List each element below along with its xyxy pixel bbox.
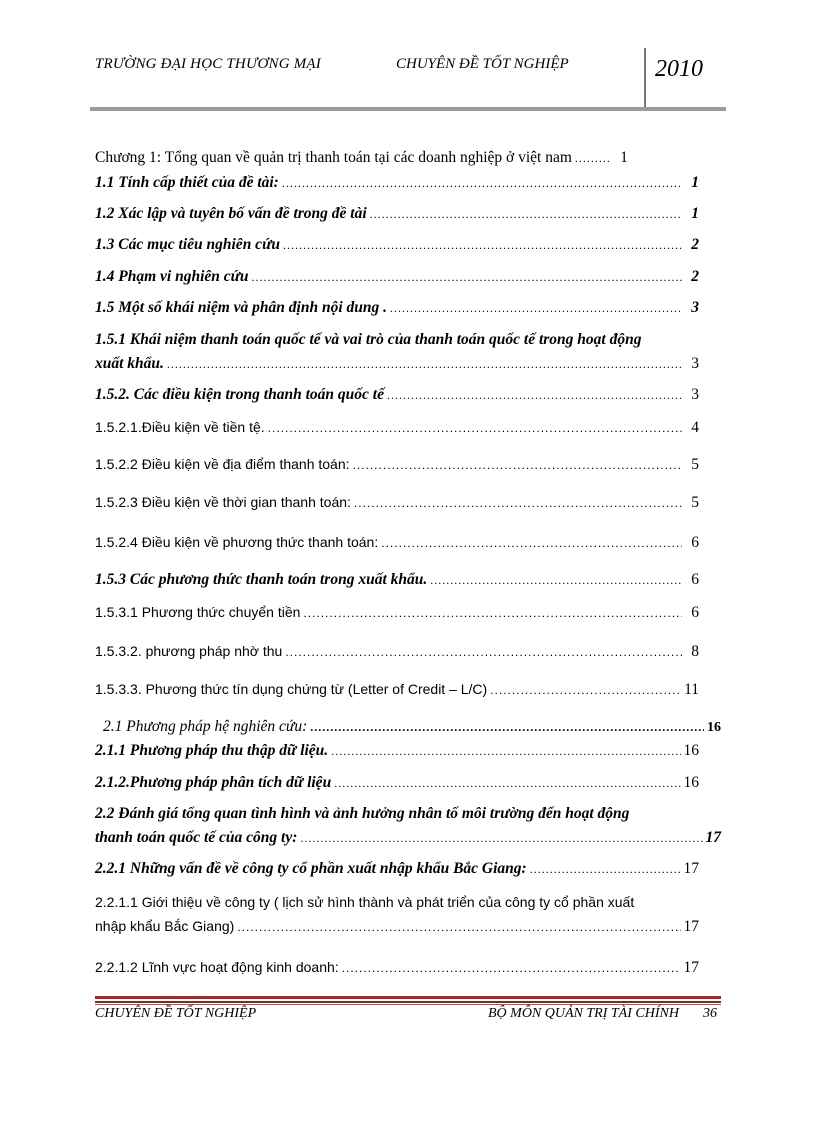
toc-entry-1-5-2-2[interactable] — [95, 454, 721, 475]
toc-entry-title: 1.5.3.2. phương pháp nhờ thu — [95, 643, 283, 659]
toc-entry-1-5-2-3[interactable] — [95, 492, 721, 513]
toc-entry-1-5-3-3[interactable] — [95, 679, 721, 700]
toc-entry-page: 8 — [691, 643, 699, 660]
toc-entry-title: 1.1 Tính cấp thiết của đề tài: — [95, 174, 279, 191]
toc-entry-1-5-3-2[interactable] — [95, 641, 721, 662]
toc-leader-dots — [167, 354, 682, 374]
toc-entry-title: 1.5.3 Các phương thức thanh toán trong xuất khẩu. — [95, 571, 428, 588]
toc-entry-page: 16 — [683, 774, 699, 791]
toc-leader-dots — [370, 204, 682, 224]
toc-entry-1-5-1[interactable] — [95, 330, 721, 374]
page-header — [0, 0, 816, 112]
footer-document-topic: CHUYÊN ĐỀ TỐT NGHIỆP — [95, 1006, 257, 1021]
footer-page-number: 36 — [703, 1006, 717, 1021]
toc-leader-dots — [300, 828, 702, 848]
toc-leader-dots — [381, 533, 682, 553]
toc-entry-title-line2: thanh toán quốc tế của công ty: — [95, 829, 298, 846]
toc-leader-dots — [303, 603, 682, 623]
toc-entry-2-2-1-1[interactable] — [95, 892, 721, 937]
header-school-name: TRƯỜNG ĐẠI HỌC THƯƠNG MẠI — [95, 56, 321, 72]
toc-entry-page: 3 — [691, 386, 699, 403]
toc-entry-1-5-2[interactable] — [95, 385, 721, 405]
toc-entry-page: 4 — [691, 419, 699, 436]
toc-entry-page: 1 — [620, 149, 628, 166]
toc-entry-title: 1.4 Phạm vi nghiên cứu — [95, 268, 249, 285]
toc-leader-dots — [354, 493, 682, 513]
toc-entry-title-line1: 2.2 Đánh giá tổng quan tình hình và ảnh hưởng nhân tố môi trường đến hoạt động — [95, 805, 630, 822]
toc-entry-1-2[interactable] — [95, 204, 721, 224]
toc-entry-page: 3 — [691, 355, 699, 372]
toc-leader-dots — [283, 235, 682, 255]
toc-entry-title: 2.2.1 Những vấn đề về công ty cổ phần xuất nhập khẩu Bắc Giang: — [95, 860, 527, 877]
toc-entry-page: 17 — [705, 829, 721, 846]
toc-entry-page: 5 — [691, 494, 699, 511]
toc-entry-title: 1.5.2.2 Điều kiện về địa điểm thanh toán: — [95, 456, 350, 472]
toc-entry-page: 11 — [684, 681, 699, 698]
toc-entry-title: 1.5.2.1.Điều kiện về tiền tệ. — [95, 419, 265, 435]
toc-entry-page: 1 — [691, 205, 699, 222]
toc-entry-chapter-1[interactable] — [95, 148, 721, 168]
toc-entry-2-1-1[interactable] — [95, 741, 721, 761]
toc-entry-title: Chương 1: Tổng quan về quản trị thanh toán tại các doanh nghiệp ở việt nam — [95, 149, 572, 166]
toc-entry-title-line2: xuất khẩu. — [95, 355, 164, 372]
toc-entry-1-5-3[interactable] — [95, 570, 721, 590]
toc-entry-1-5[interactable] — [95, 298, 721, 318]
toc-leader-dots — [268, 418, 682, 438]
toc-entry-title: 1.5.2.3 Điều kiện về thời gian thanh toán: — [95, 494, 351, 510]
toc-entry-title: 2.1.1 Phương pháp thu thập dữ liệu. — [95, 742, 329, 759]
toc-entry-page: 6 — [691, 604, 699, 621]
toc-leader-dots — [285, 642, 682, 662]
toc-leader-dots — [334, 773, 680, 793]
toc-entry-1-5-2-1[interactable] — [95, 417, 721, 438]
toc-entry-page: 17 — [683, 918, 699, 935]
toc-entry-1-5-2-4[interactable] — [95, 532, 721, 553]
toc-entry-page: 6 — [691, 571, 699, 588]
toc-entry-title-line2: nhập khẩu Bắc Giang) — [95, 918, 235, 934]
toc-leader-dots — [490, 680, 681, 700]
toc-leader-dots — [282, 173, 682, 193]
header-rule — [90, 107, 726, 111]
toc-leader-dots — [390, 298, 682, 318]
toc-entry-page: 6 — [691, 534, 699, 551]
toc-entry-page: 2 — [691, 236, 699, 253]
header-year: 2010 — [655, 56, 703, 82]
toc-entry-page: 16 — [683, 742, 699, 759]
toc-entry-title: 2.2.1.2 Lĩnh vực hoạt động kinh doanh: — [95, 959, 339, 975]
toc-leader-dots — [237, 917, 680, 937]
toc-leader-dots — [387, 385, 682, 405]
toc-entry-title: 1.2 Xác lập và tuyên bố vấn đề trong đề tài — [95, 205, 367, 222]
toc-leader-dots — [430, 570, 682, 590]
footer-rule — [95, 996, 721, 1005]
toc-entry-title: 1.5.2.4 Điều kiện về phương thức thanh toán: — [95, 534, 379, 550]
toc-entry-title: 1.3 Các mục tiêu nghiên cứu — [95, 236, 280, 253]
toc-entry-title: 2.1 Phương pháp hệ nghiên cứu: — [103, 718, 308, 735]
toc-leader-dots — [310, 717, 704, 737]
toc-entry-title-line1: 1.5.1 Khái niệm thanh toán quốc tế và vai trò của thanh toán quốc tế trong hoạt động — [95, 331, 642, 348]
toc-entry-page: 17 — [683, 860, 699, 877]
toc-entry-1-4[interactable] — [95, 267, 721, 287]
toc-entry-title: 1.5.2. Các điều kiện trong thanh toán quốc tế — [95, 386, 384, 403]
toc-leader-dots — [331, 741, 680, 761]
toc-leader-dots — [530, 859, 681, 879]
toc-entry-page: 3 — [691, 299, 699, 316]
toc-leader-dots — [575, 148, 611, 168]
toc-entry-1-1[interactable] — [95, 173, 721, 193]
toc-entry-page: 17 — [683, 959, 699, 976]
toc-leader-dots — [353, 455, 682, 475]
toc-entry-1-5-3-1[interactable] — [95, 602, 721, 623]
footer-department: BỘ MÔN QUẢN TRỊ TÀI CHÍNH — [488, 1006, 679, 1021]
toc-entry-title: 1.5 Một số khái niệm và phân định nội dung . — [95, 299, 387, 316]
toc-entry-title: 1.5.3.3. Phương thức tín dụng chứng từ (Letter of Credit – L/C) — [95, 681, 488, 697]
header-divider-vertical — [644, 48, 646, 108]
toc-leader-dots — [342, 958, 681, 978]
toc-entry-title: 1.5.3.1 Phương thức chuyển tiền — [95, 604, 301, 620]
header-document-topic: CHUYÊN ĐỀ TỐT NGHIỆP — [396, 56, 569, 72]
toc-entry-page: 16 — [707, 720, 721, 735]
toc-entry-title: 2.1.2.Phương pháp phân tích dữ liệu — [95, 774, 332, 791]
toc-entry-page: 2 — [691, 268, 699, 285]
toc-entry-1-3[interactable] — [95, 235, 721, 255]
toc-entry-2-2-1[interactable] — [95, 859, 721, 879]
toc-entry-2-1-2[interactable] — [95, 773, 721, 793]
toc-leader-dots — [252, 267, 682, 287]
toc-entry-page: 5 — [691, 456, 699, 473]
toc-entry-page: 1 — [691, 174, 699, 191]
toc-entry-title-line1: 2.2.1.1 Giới thiệu về công ty ( lịch sử hình thành và phát triển của công ty cổ phần xuất — [95, 894, 635, 910]
toc-entry-2-2-1-2[interactable] — [95, 957, 721, 978]
toc-entry-2-2[interactable] — [95, 804, 721, 848]
toc-entry-2-1[interactable] — [95, 717, 721, 738]
